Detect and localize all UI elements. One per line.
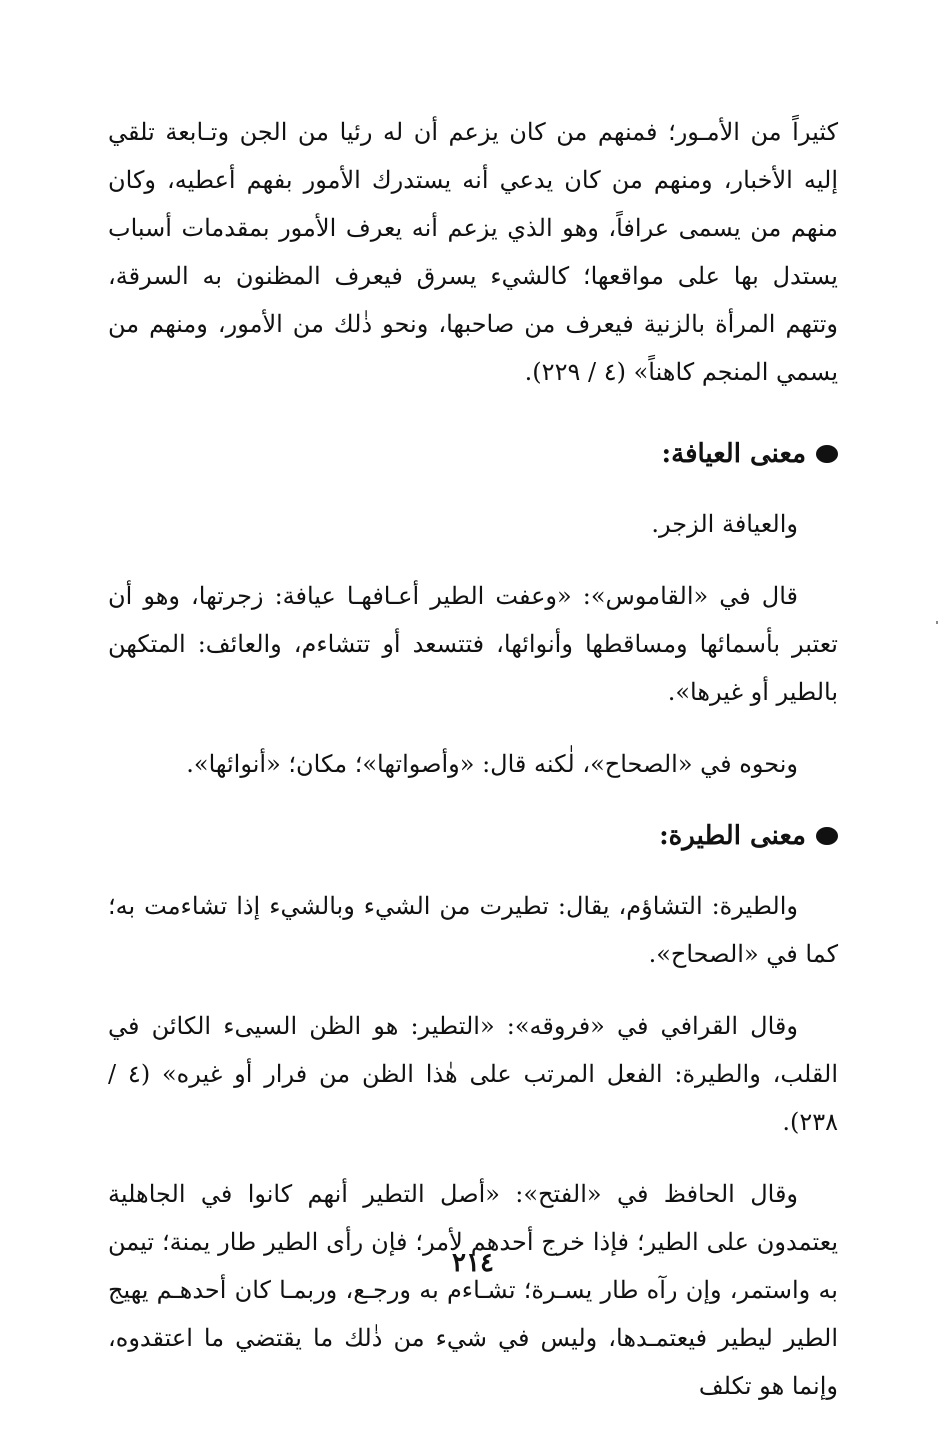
paragraph-fath-quote: وقال الحافظ في «الفتح»: «أصل التطير أنهم كانوا في الجاهلية يعتمدون على الطير؛ فإذا خرج أحدهم لأمر؛ فإن رأى الطير طار يمنة؛ تيمن به واستمر، وإن رآه طار يسـرة؛ تشـاءم به ورجـع، وربمـا كان أحدهـم يهيج الطير ليطير فيعتمـدها، وليس في شيء من ذٰلك ما يقتضي ما اعتقدوه، وإنما هو تكلف <box>108 1180 838 1400</box>
paragraph-tiyara-definition: والطيرة: التشاؤم، يقال: تطيرت من الشيء وبالشيء إذا تشاءمت به؛ كما في «الصحاح». <box>108 892 838 968</box>
section-heading-tiyara <box>108 812 838 860</box>
paragraph-qamus-quote: قال في «القاموس»: «وعفت الطير أعـافهـا عيافة: زجرتها، وهو أن تعتبر بأسمائها ومساقطها وأنوائها، فتتسعد أو تتشاءم، والعائف: المتكهن بالطير أو غيرها». <box>108 582 838 706</box>
section-heading-iyafa-text: معنى العيافة: <box>661 439 806 469</box>
page-body <box>108 108 838 1434</box>
paragraph-sihah-note: ونحوه في «الصحاح»، لٰكنه قال: «وأصواتها»؛ مكان؛ «أنوائها». <box>186 750 798 778</box>
bullet-icon <box>816 827 838 845</box>
bullet-icon <box>816 445 838 463</box>
paragraph-qarafi-quote: وقال القرافي في «فروقه»: «التطير: هو الظن السيىء الكائن في القلب، والطيرة: الفعل المرتب على هٰذا الظن من فرار أو غيره» (٤ / ٢٣٨). <box>108 1012 839 1136</box>
page-number: ٢١٤ <box>452 1248 494 1278</box>
section-heading-tiyara-text: معنى الطيرة: <box>659 821 806 851</box>
section-heading-iyafa <box>108 430 838 478</box>
paragraph-kahana-continued: كثيراً من الأمـور؛ فمنهم من كان يزعم أن له رئيا من الجن وتـابعة تلقي إليه الأخبار، ومنهم من كان يدعي أنه يستدرك الأمور بفهم أعطيه، وكان منهم من يسمى عرافاً، وهو الذي يزعم أنه يعرف الأمور بمقدمات أسباب يستدل بها على مواقعها؛ كالشيء يسرق فيعرف المظنون به السرقة، وتتهم المرأة بالزنية فيعرف من صاحبها، ونحو ذٰلك من الأمور، ومنهم من يسمي المنجم كاهناً» (٤ / ٢٢٩). <box>108 118 838 386</box>
paragraph-iyafa-definition: والعيافة الزجر. <box>651 510 798 538</box>
scan-speck <box>936 621 938 624</box>
